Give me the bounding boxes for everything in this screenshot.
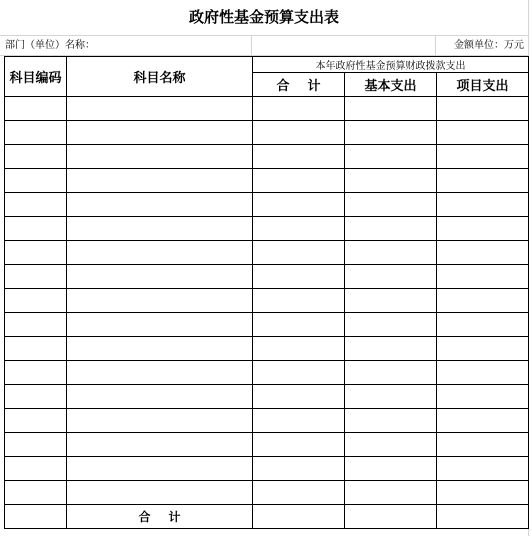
page-title: 政府性基金预算支出表 bbox=[0, 0, 528, 36]
cell[interactable] bbox=[345, 409, 437, 433]
cell[interactable] bbox=[253, 241, 345, 265]
cell[interactable] bbox=[67, 337, 253, 361]
table-row bbox=[5, 193, 529, 217]
cell[interactable] bbox=[5, 457, 67, 481]
cell[interactable] bbox=[5, 385, 67, 409]
cell[interactable] bbox=[253, 385, 345, 409]
total-row bbox=[5, 505, 529, 529]
table-row bbox=[5, 121, 529, 145]
cell[interactable] bbox=[253, 145, 345, 169]
cell[interactable] bbox=[345, 457, 437, 481]
cell[interactable] bbox=[67, 241, 253, 265]
cell[interactable] bbox=[5, 433, 67, 457]
cell[interactable] bbox=[437, 169, 529, 193]
cell[interactable] bbox=[253, 97, 345, 121]
table-row bbox=[5, 337, 529, 361]
cell[interactable] bbox=[5, 145, 67, 169]
table-row bbox=[5, 289, 529, 313]
cell[interactable] bbox=[67, 289, 253, 313]
cell[interactable] bbox=[5, 265, 67, 289]
header-expenditure-group: 本年政府性基金预算财政拨款支出 bbox=[253, 57, 529, 73]
cell[interactable] bbox=[67, 433, 253, 457]
cell[interactable] bbox=[345, 433, 437, 457]
cell[interactable] bbox=[5, 193, 67, 217]
header-basic-expenditure: 基本支出 bbox=[345, 73, 437, 97]
cell[interactable] bbox=[253, 481, 345, 505]
cell[interactable] bbox=[437, 433, 529, 457]
cell[interactable] bbox=[5, 337, 67, 361]
cell[interactable] bbox=[437, 457, 529, 481]
cell[interactable] bbox=[253, 193, 345, 217]
table-row bbox=[5, 457, 529, 481]
cell[interactable] bbox=[437, 337, 529, 361]
cell[interactable] bbox=[253, 313, 345, 337]
cell[interactable] bbox=[437, 265, 529, 289]
cell[interactable] bbox=[67, 145, 253, 169]
cell[interactable] bbox=[67, 97, 253, 121]
cell[interactable] bbox=[253, 337, 345, 361]
table-row bbox=[5, 97, 529, 121]
cell[interactable] bbox=[253, 433, 345, 457]
cell[interactable] bbox=[67, 409, 253, 433]
cell[interactable] bbox=[5, 313, 67, 337]
cell[interactable] bbox=[5, 241, 67, 265]
cell[interactable] bbox=[253, 217, 345, 241]
cell[interactable] bbox=[67, 217, 253, 241]
table-row bbox=[5, 217, 529, 241]
cell[interactable] bbox=[5, 289, 67, 313]
table-row bbox=[5, 385, 529, 409]
cell[interactable] bbox=[5, 97, 67, 121]
table-row bbox=[5, 433, 529, 457]
gridline bbox=[435, 36, 436, 56]
cell[interactable] bbox=[253, 361, 345, 385]
cell[interactable] bbox=[345, 193, 437, 217]
cell[interactable] bbox=[437, 289, 529, 313]
cell[interactable] bbox=[437, 217, 529, 241]
cell[interactable] bbox=[67, 313, 253, 337]
cell[interactable] bbox=[345, 217, 437, 241]
cell[interactable] bbox=[67, 169, 253, 193]
cell[interactable] bbox=[253, 121, 345, 145]
cell[interactable] bbox=[437, 505, 529, 529]
table-row bbox=[5, 409, 529, 433]
cell[interactable] bbox=[437, 145, 529, 169]
cell[interactable] bbox=[345, 385, 437, 409]
cell[interactable] bbox=[67, 385, 253, 409]
cell[interactable] bbox=[67, 481, 253, 505]
header-project-expenditure: 项目支出 bbox=[437, 73, 529, 97]
cell[interactable] bbox=[5, 169, 67, 193]
cell[interactable] bbox=[5, 361, 67, 385]
department-label: 部门（单位）名称： bbox=[5, 40, 95, 51]
table-row bbox=[5, 241, 529, 265]
cell[interactable] bbox=[253, 289, 345, 313]
cell[interactable] bbox=[67, 457, 253, 481]
cell[interactable] bbox=[437, 361, 529, 385]
total-label: 合计 bbox=[67, 505, 253, 529]
cell[interactable] bbox=[345, 169, 437, 193]
cell[interactable] bbox=[345, 289, 437, 313]
cell[interactable] bbox=[345, 313, 437, 337]
cell[interactable] bbox=[437, 313, 529, 337]
header-subject-code: 科目编码 bbox=[5, 57, 67, 97]
cell[interactable] bbox=[67, 265, 253, 289]
cell[interactable] bbox=[437, 97, 529, 121]
cell[interactable] bbox=[5, 481, 67, 505]
cell[interactable] bbox=[67, 193, 253, 217]
cell[interactable] bbox=[345, 121, 437, 145]
cell[interactable] bbox=[345, 505, 437, 529]
table-row bbox=[5, 265, 529, 289]
cell[interactable] bbox=[67, 121, 253, 145]
expenditure-table bbox=[4, 56, 529, 529]
cell[interactable] bbox=[67, 361, 253, 385]
header-total: 合计 bbox=[253, 73, 345, 97]
cell[interactable] bbox=[345, 145, 437, 169]
cell[interactable] bbox=[5, 409, 67, 433]
cell[interactable] bbox=[437, 409, 529, 433]
cell[interactable] bbox=[345, 97, 437, 121]
gridline bbox=[251, 36, 252, 56]
cell[interactable] bbox=[253, 457, 345, 481]
cell[interactable] bbox=[5, 217, 67, 241]
cell[interactable] bbox=[437, 241, 529, 265]
cell[interactable] bbox=[253, 409, 345, 433]
cell[interactable] bbox=[437, 121, 529, 145]
amount-unit-label: 金额单位：万元 bbox=[454, 40, 524, 51]
table-row bbox=[5, 313, 529, 337]
header-subject-name: 科目名称 bbox=[67, 57, 253, 97]
cell[interactable] bbox=[437, 385, 529, 409]
cell[interactable] bbox=[345, 361, 437, 385]
cell[interactable] bbox=[5, 505, 67, 529]
cell[interactable] bbox=[345, 265, 437, 289]
table-row bbox=[5, 169, 529, 193]
cell[interactable] bbox=[5, 121, 67, 145]
info-row bbox=[0, 36, 528, 56]
table-row bbox=[5, 481, 529, 505]
cell[interactable] bbox=[253, 169, 345, 193]
cell[interactable] bbox=[437, 193, 529, 217]
cell[interactable] bbox=[345, 481, 437, 505]
cell[interactable] bbox=[345, 337, 437, 361]
table-row bbox=[5, 361, 529, 385]
cell[interactable] bbox=[253, 505, 345, 529]
cell[interactable] bbox=[253, 265, 345, 289]
table-row bbox=[5, 145, 529, 169]
cell[interactable] bbox=[345, 241, 437, 265]
cell[interactable] bbox=[437, 481, 529, 505]
